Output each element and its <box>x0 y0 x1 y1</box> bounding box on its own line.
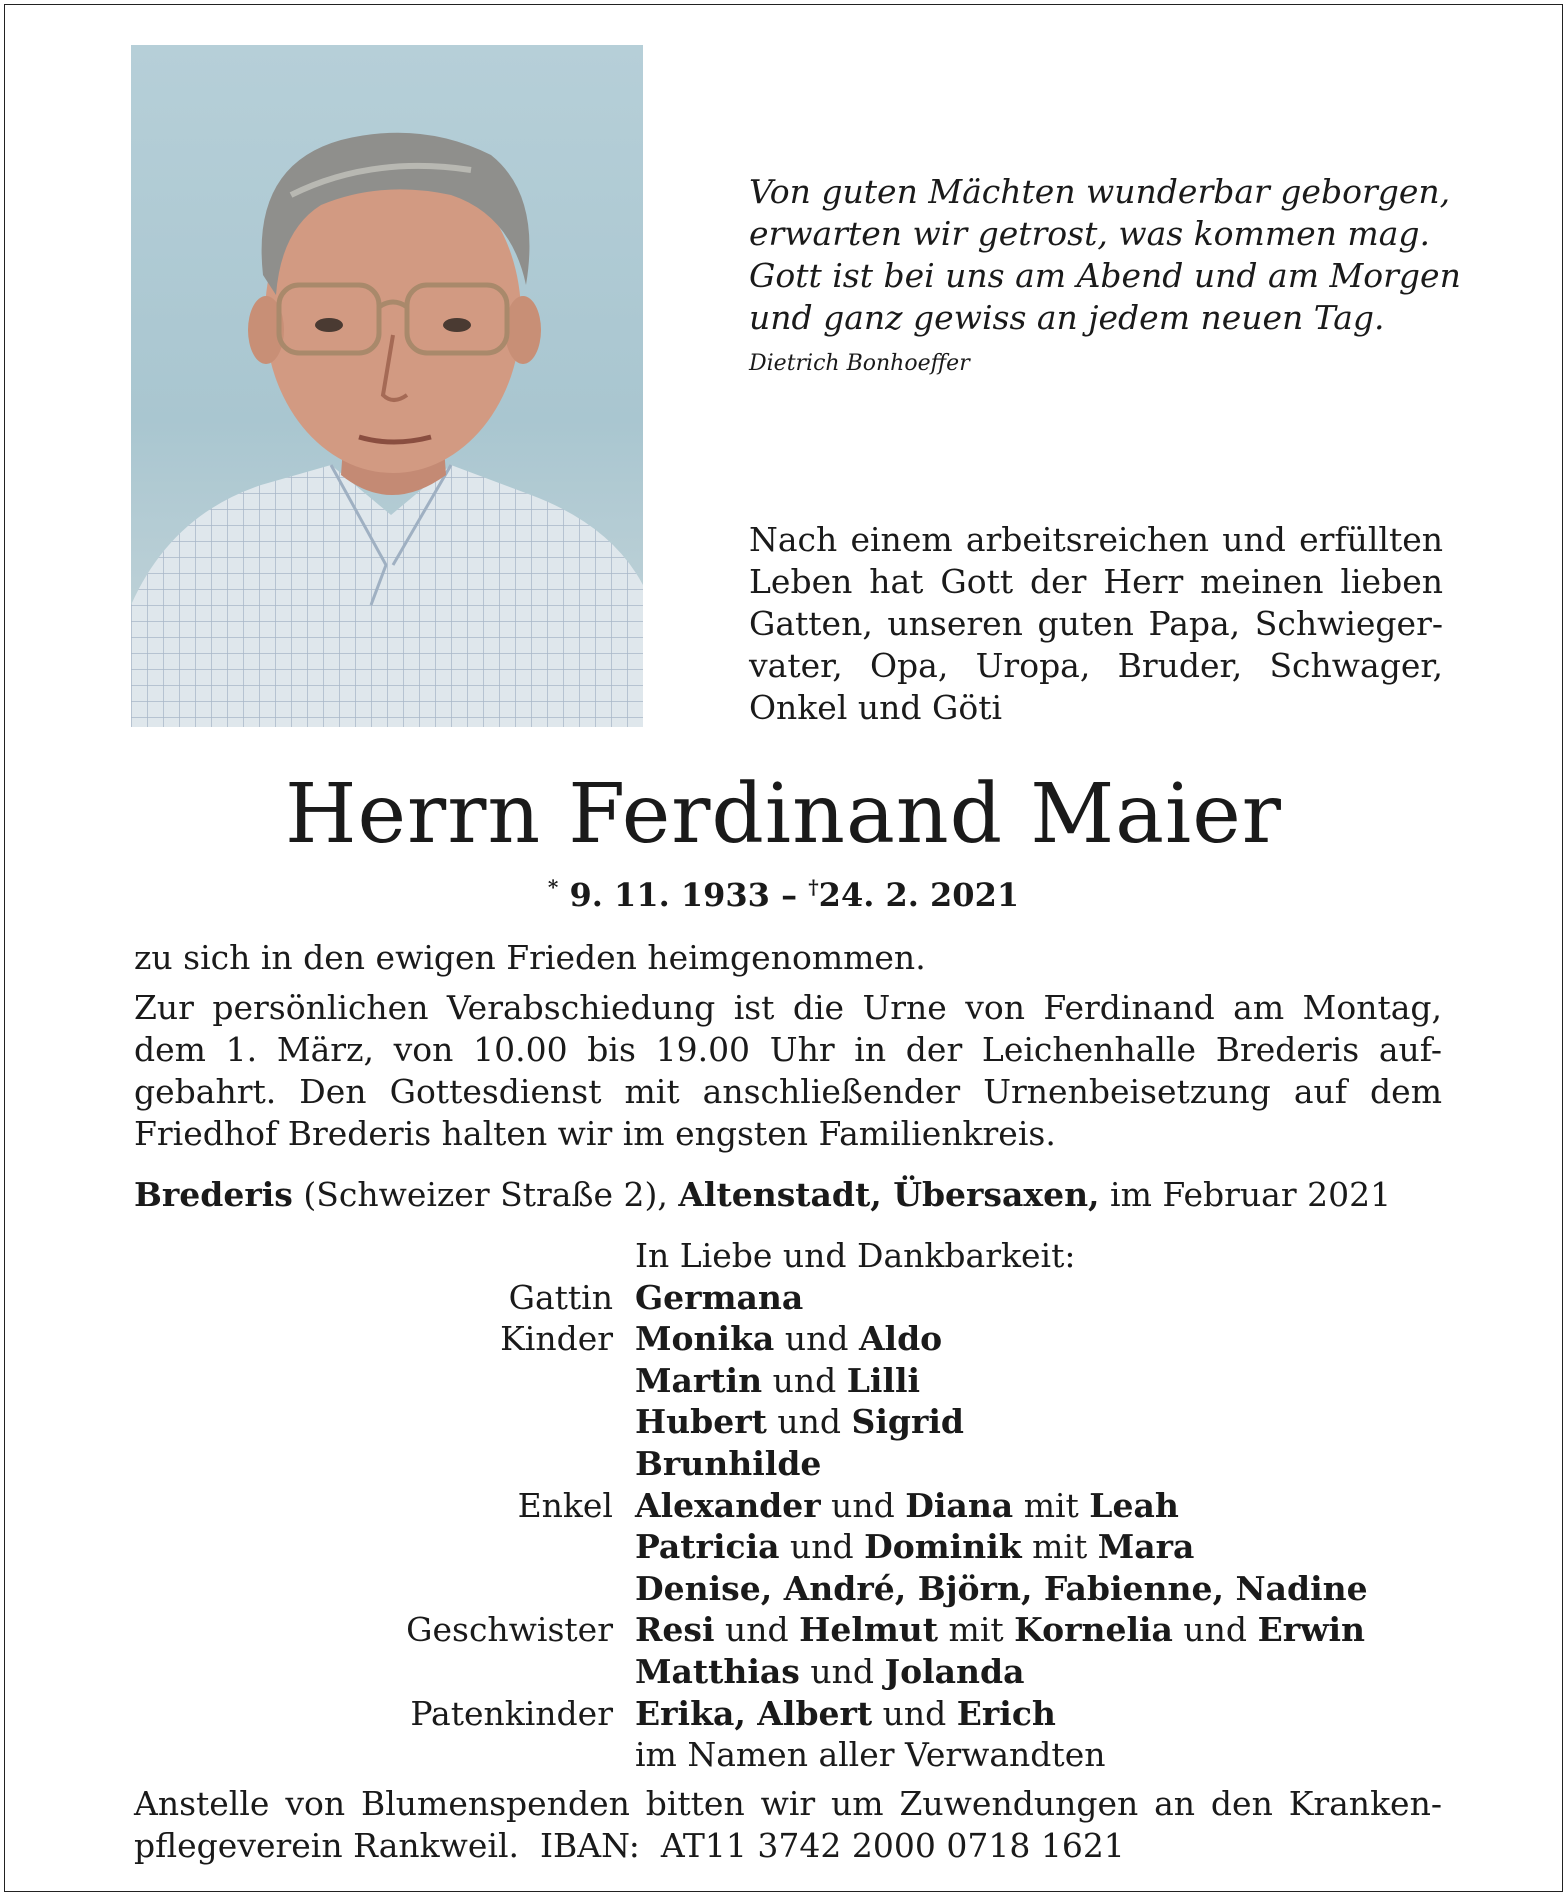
family-list <box>134 1235 1454 1776</box>
family-names <box>635 1360 920 1402</box>
birth-date: 9. 11. 1933 <box>569 876 770 914</box>
family-row <box>134 1485 1454 1527</box>
family-role <box>134 1568 635 1610</box>
family-role <box>134 1401 635 1443</box>
intro-line: Onkel und Göti <box>749 688 1003 727</box>
family-names <box>635 1526 1194 1568</box>
family-row <box>134 1609 1454 1651</box>
family-member-name: Martin <box>635 1360 763 1400</box>
family-role: Gattin <box>508 1277 613 1317</box>
intro-line: Nach einem arbeitsreichen und erfüllten <box>749 520 1443 559</box>
family-member-name: Resi <box>635 1610 715 1650</box>
family-row <box>134 1443 1454 1485</box>
family-names <box>635 1485 1179 1527</box>
family-connector: und <box>766 1402 852 1442</box>
family-member-name: Leah <box>1089 1485 1179 1525</box>
intro-line: Leben hat Gott der Herr meinen lieben <box>749 562 1443 601</box>
portrait-illustration <box>131 45 643 727</box>
body-line: Zur persönlichen Verabschiedung ist die Urne von Ferdinand am Montag, <box>134 988 1442 1027</box>
family-member-name: Dominik <box>864 1527 1022 1567</box>
family-row <box>134 1568 1454 1610</box>
family-connector: mit <box>1021 1527 1098 1567</box>
family-connector: und <box>774 1319 859 1359</box>
family-row <box>134 1401 1454 1443</box>
family-role: Patenkinder <box>410 1693 613 1733</box>
family-row <box>134 1734 1454 1776</box>
body-line: dem 1. März, von 10.00 bis 19.00 Uhr in der Leichenhalle Brederis auf- <box>134 1030 1442 1069</box>
family-names <box>635 1609 1365 1651</box>
family-member-name: Kornelia <box>1014 1610 1173 1650</box>
body-text <box>134 937 1442 1155</box>
place-address: (Schweizer Straße 2), <box>303 1175 668 1214</box>
family-member-name: Jolanda <box>884 1651 1025 1691</box>
body-line: Friedhof Brederis halten wir im engsten Familienkreis. <box>134 1114 1056 1153</box>
family-names <box>635 1401 964 1443</box>
family-connector: und <box>762 1360 847 1400</box>
family-connector: mit <box>1013 1485 1090 1525</box>
family-member-name: Germana <box>635 1277 804 1317</box>
family-heading: In Liebe und Dankbarkeit: <box>635 1236 1076 1275</box>
place-date: im Februar 2021 <box>1110 1175 1392 1214</box>
place-town: Brederis <box>134 1175 293 1214</box>
intro-text <box>749 519 1443 729</box>
family-role: Kinder <box>500 1319 613 1359</box>
family-role <box>134 1651 635 1693</box>
quote-line: Von guten Mächten wunderbar geborgen, <box>749 172 1451 211</box>
quote-line: und ganz gewiss an jedem neuen Tag. <box>749 298 1385 337</box>
place-towns: Altenstadt, Übersaxen, <box>678 1175 1100 1214</box>
family-connector: und <box>779 1527 865 1567</box>
family-member-name: Helmut <box>799 1610 939 1650</box>
life-dates <box>5 875 1562 914</box>
family-connector: mit <box>938 1610 1015 1650</box>
family-row <box>134 1277 1454 1319</box>
family-connector: und <box>714 1610 800 1650</box>
family-role <box>134 1526 635 1568</box>
death-date: 24. 2. 2021 <box>818 876 1020 914</box>
family-role: Geschwister <box>406 1610 613 1650</box>
body-line: zu sich in den ewigen Frieden heimgenommen. <box>134 938 926 977</box>
family-role <box>134 1443 635 1485</box>
family-role: Enkel <box>517 1485 613 1525</box>
family-member-name: Erich <box>956 1693 1056 1733</box>
family-row <box>134 1526 1454 1568</box>
family-names <box>635 1277 803 1319</box>
bonhoeffer-quote <box>749 171 1469 339</box>
deceased-name: Herrn Ferdinand Maier <box>284 767 1283 862</box>
obituary-page <box>4 4 1563 1892</box>
portrait-photo <box>131 45 643 727</box>
quote-line: erwarten wir getrost, was kommen mag. <box>749 214 1430 253</box>
death-symbol: † <box>808 875 819 899</box>
family-member-name: Erika, Albert <box>635 1693 873 1733</box>
family-row <box>134 1651 1454 1693</box>
family-member-name: Matthias <box>635 1651 800 1691</box>
family-connector: im Namen aller Verwandten <box>635 1735 1106 1775</box>
family-row <box>134 1693 1454 1735</box>
quote-author: Dietrich Bonhoeffer <box>749 351 970 376</box>
family-member-name: Alexander <box>635 1485 821 1525</box>
intro-line: Gatten, unseren guten Papa, Schwieger- <box>749 604 1443 643</box>
family-role <box>134 1734 635 1776</box>
family-member-name: Aldo <box>858 1319 943 1359</box>
family-member-name: Mara <box>1097 1527 1195 1567</box>
family-member-name: Patricia <box>635 1527 780 1567</box>
donation-note <box>134 1783 1442 1867</box>
family-member-name: Erwin <box>1257 1610 1366 1650</box>
family-member-name: Diana <box>905 1485 1014 1525</box>
family-row <box>134 1318 1454 1360</box>
body-line: gebahrt. Den Gottesdienst mit anschließender Urnenbeisetzung auf dem <box>134 1072 1442 1111</box>
family-connector: und <box>1172 1610 1258 1650</box>
family-connector: und <box>820 1485 906 1525</box>
family-member-name: Lilli <box>846 1360 921 1400</box>
family-role <box>134 1360 635 1402</box>
footer-line: Anstelle von Blumenspenden bitten wir um Zuwendungen an den Kranken- <box>134 1784 1442 1823</box>
family-connector: und <box>872 1693 957 1733</box>
birth-symbol: * <box>547 875 559 899</box>
footer-line: pflegeverein Rankweil. IBAN: AT11 3742 2000 0718 1621 <box>134 1826 1125 1865</box>
family-member-name: Hubert <box>635 1402 767 1442</box>
intro-line: vater, Opa, Uropa, Bruder, Schwager, <box>749 646 1443 685</box>
family-connector: und <box>799 1651 885 1691</box>
family-names <box>635 1693 1056 1735</box>
family-member-name: Monika <box>635 1319 775 1359</box>
quote-line: Gott ist bei uns am Abend und am Morgen <box>749 256 1461 295</box>
family-heading-row <box>134 1235 1454 1277</box>
place-and-date <box>134 1175 1454 1214</box>
family-names <box>635 1651 1025 1693</box>
family-names <box>635 1568 1368 1610</box>
date-dash: – <box>781 876 798 914</box>
family-member-name: Brunhilde <box>635 1443 822 1483</box>
family-names <box>635 1318 942 1360</box>
family-names <box>635 1734 1105 1776</box>
family-member-name: Denise, André, Björn, Fabienne, Nadine <box>635 1568 1368 1608</box>
family-names <box>635 1443 821 1485</box>
family-member-name: Sigrid <box>851 1402 964 1442</box>
family-row <box>134 1360 1454 1402</box>
